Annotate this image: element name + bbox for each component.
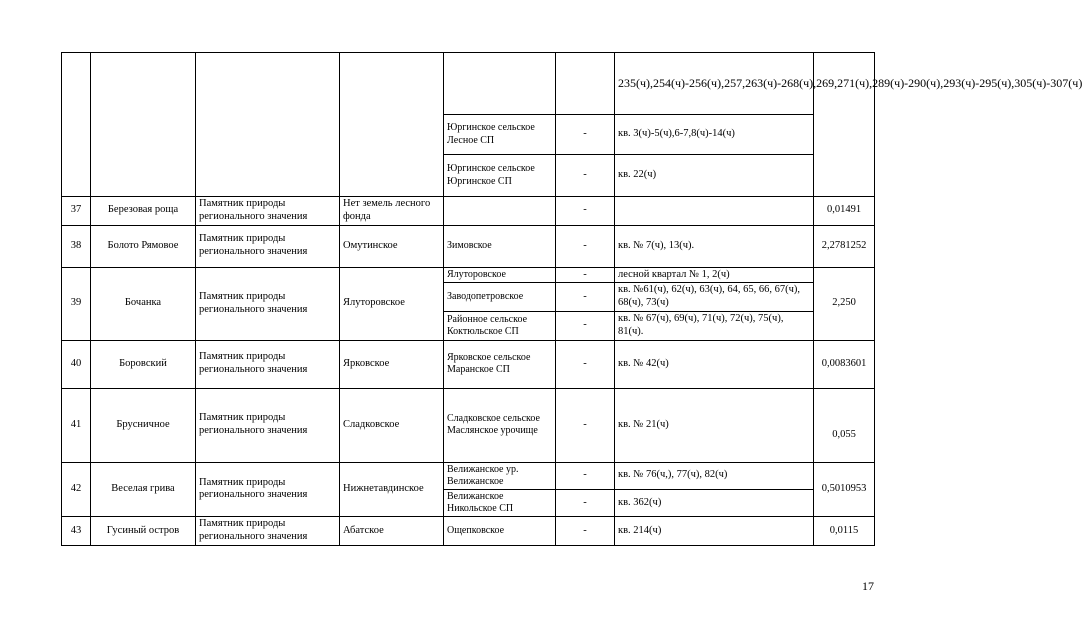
quarters-cell bbox=[615, 197, 814, 226]
dash-cell: - bbox=[556, 225, 615, 267]
district-cell: Ялуторовское bbox=[444, 267, 556, 283]
district-cell: Велижанское Никольское СП bbox=[444, 489, 556, 516]
category-cell: Памятник природы регионального значения bbox=[196, 388, 340, 462]
name-cell: Березовая роща bbox=[91, 197, 196, 226]
district-cell: Зимовское bbox=[444, 225, 556, 267]
forestry-cell bbox=[340, 53, 444, 197]
category-cell: Памятник природы регионального значения bbox=[196, 267, 340, 340]
dash-cell: - bbox=[556, 311, 615, 340]
district-cell: Районное сельское Коктюльское СП bbox=[444, 311, 556, 340]
dash-cell: - bbox=[556, 197, 615, 226]
num-cell: 43 bbox=[62, 517, 91, 546]
table-row bbox=[62, 267, 875, 283]
dash-cell: - bbox=[556, 388, 615, 462]
area-cell: 0,055 bbox=[814, 388, 875, 462]
area-cell: 0,5010953 bbox=[814, 462, 875, 517]
num-cell: 41 bbox=[62, 388, 91, 462]
name-cell: Бочанка bbox=[91, 267, 196, 340]
area-cell: 0,01491 bbox=[814, 197, 875, 226]
district-cell bbox=[444, 197, 556, 226]
category-cell: Памятник природы регионального значения bbox=[196, 517, 340, 546]
category-cell bbox=[196, 53, 340, 197]
dash-cell: - bbox=[556, 462, 615, 489]
district-cell: Велижанское ур. Велижанское bbox=[444, 462, 556, 489]
forestry-cell: Ярковское bbox=[340, 340, 444, 388]
area-cell bbox=[814, 53, 875, 197]
dash-cell: - bbox=[556, 155, 615, 197]
table-row bbox=[62, 462, 875, 489]
quarters-cell: кв. 214(ч) bbox=[615, 517, 814, 546]
area-cell: 2,250 bbox=[814, 267, 875, 340]
dash-cell: - bbox=[556, 283, 615, 312]
district-cell: Сладковское сельское Маслянское урочище bbox=[444, 388, 556, 462]
num-cell: 39 bbox=[62, 267, 91, 340]
protected-areas-table bbox=[61, 52, 1082, 546]
dash-cell: - bbox=[556, 489, 615, 516]
table-row bbox=[62, 225, 875, 267]
district-cell bbox=[444, 53, 556, 115]
dash-cell: - bbox=[556, 267, 615, 283]
category-cell: Памятник природы регионального значения bbox=[196, 225, 340, 267]
num-cell: 40 bbox=[62, 340, 91, 388]
forestry-cell: Нет земель лесного фонда bbox=[340, 197, 444, 226]
forestry-cell: Сладковское bbox=[340, 388, 444, 462]
district-cell: Юргинское сельское Юргинское СП bbox=[444, 155, 556, 197]
district-cell: Ощепковское bbox=[444, 517, 556, 546]
name-cell: Веселая грива bbox=[91, 462, 196, 517]
name-cell: Гусиный остров bbox=[91, 517, 196, 546]
name-cell bbox=[91, 53, 196, 197]
table-row bbox=[62, 53, 875, 115]
table-row bbox=[62, 517, 875, 546]
category-cell: Памятник природы регионального значения bbox=[196, 197, 340, 226]
quarters-cell: 235(ч),254(ч)-256(ч),257,263(ч)-268(ч),269,271(ч),289(ч)-290(ч),293(ч)-295(ч),305(ч)-307(ч) bbox=[615, 53, 814, 115]
quarters-cell: кв. № 42(ч) bbox=[615, 340, 814, 388]
name-cell: Болото Рямовое bbox=[91, 225, 196, 267]
quarters-cell: лесной квартал № 1, 2(ч) bbox=[615, 267, 814, 283]
dash-cell: - bbox=[556, 115, 615, 155]
quarters-cell: кв. 362(ч) bbox=[615, 489, 814, 516]
quarters-cell: кв. 22(ч) bbox=[615, 155, 814, 197]
category-cell: Памятник природы регионального значения bbox=[196, 462, 340, 517]
dash-cell: - bbox=[556, 340, 615, 388]
area-cell: 0,0083601 bbox=[814, 340, 875, 388]
forestry-cell: Ялуторовское bbox=[340, 267, 444, 340]
num-cell: 38 bbox=[62, 225, 91, 267]
dash-cell bbox=[556, 53, 615, 115]
num-cell: 42 bbox=[62, 462, 91, 517]
forestry-cell: Омутинское bbox=[340, 225, 444, 267]
quarters-cell: кв. 3(ч)-5(ч),6-7,8(ч)-14(ч) bbox=[615, 115, 814, 155]
page-number: 17 bbox=[862, 579, 874, 593]
name-cell: Боровский bbox=[91, 340, 196, 388]
district-cell: Ярковское сельское Маранское СП bbox=[444, 340, 556, 388]
quarters-cell: кв. № 67(ч), 69(ч), 71(ч), 72(ч), 75(ч), 81(ч). bbox=[615, 311, 814, 340]
category-cell: Памятник природы регионального значения bbox=[196, 340, 340, 388]
area-cell: 2,2781252 bbox=[814, 225, 875, 267]
name-cell: Брусничное bbox=[91, 388, 196, 462]
num-cell bbox=[62, 53, 91, 197]
quarters-cell: кв. № 76(ч,), 77(ч), 82(ч) bbox=[615, 462, 814, 489]
table-row bbox=[62, 340, 875, 388]
num-cell: 37 bbox=[62, 197, 91, 226]
forestry-cell: Нижнетавдинское bbox=[340, 462, 444, 517]
quarters-cell: кв. № 7(ч), 13(ч). bbox=[615, 225, 814, 267]
forestry-cell: Абатское bbox=[340, 517, 444, 546]
area-cell: 0,0115 bbox=[814, 517, 875, 546]
district-cell: Юргинское сельское Лесное СП bbox=[444, 115, 556, 155]
dash-cell: - bbox=[556, 517, 615, 546]
quarters-cell: кв. №61(ч), 62(ч), 63(ч), 64, 65, 66, 67(ч), 68(ч), 73(ч) bbox=[615, 283, 814, 312]
table-row bbox=[62, 197, 875, 226]
table-row bbox=[62, 388, 875, 462]
quarters-cell: кв. № 21(ч) bbox=[615, 388, 814, 462]
district-cell: Заводопетровское bbox=[444, 283, 556, 312]
